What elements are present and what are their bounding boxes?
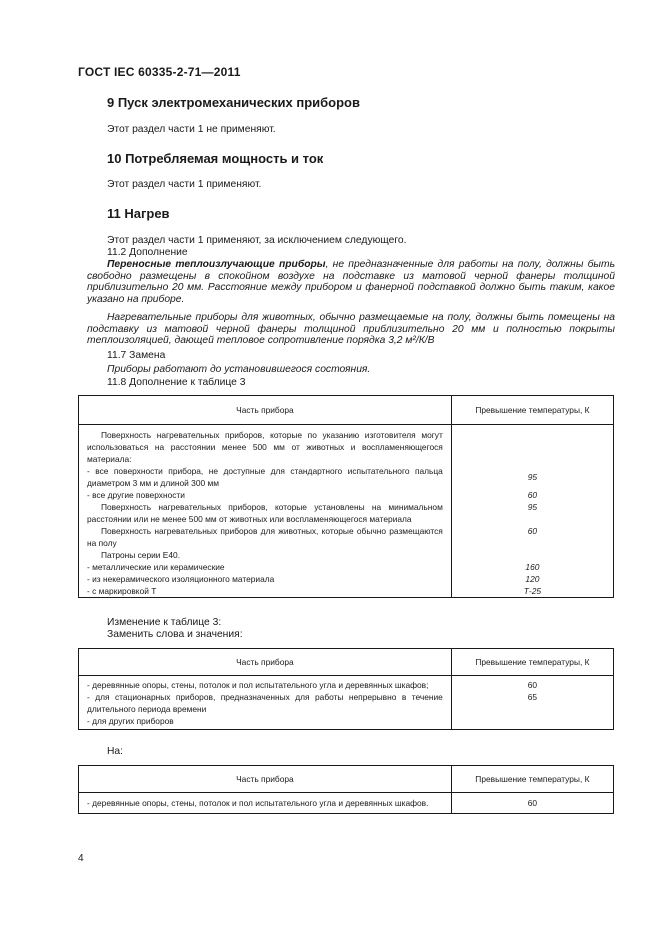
section-9-text: Этот раздел части 1 не применяют. [107, 124, 276, 135]
part-cell: - для стационарных приборов, предназначенных для работы непрерывно в течение длительного периода времени [79, 691, 452, 715]
part-cell: - металлические или керамические [79, 561, 452, 573]
part-cell: - все поверхности прибора, не доступные для стандартного испытательного пальца диаметром 3 мм и длиной 300 мм [79, 465, 452, 489]
table-row [79, 573, 614, 585]
value-cell: Т-25 [451, 585, 613, 598]
column-header-part: Часть прибора [79, 766, 452, 793]
value-cell: 160 [451, 561, 613, 573]
table-row [79, 465, 614, 489]
table-3-addition [78, 395, 614, 598]
page-number: 4 [78, 853, 84, 864]
section-9-title: 9 Пуск электромеханических приборов [107, 95, 360, 110]
table-3-replace-from [78, 648, 614, 730]
table-row [79, 425, 614, 466]
table-row [79, 676, 614, 692]
table-row [79, 691, 614, 715]
value-cell [451, 549, 613, 561]
table-row [79, 525, 614, 549]
part-cell: Патроны серии Е40. [79, 549, 452, 561]
table-row [79, 561, 614, 573]
part-cell: - для других приборов [79, 715, 452, 730]
document-header: ГОСТ IEC 60335-2-71—2011 [78, 65, 241, 79]
value-cell: 60 [451, 489, 613, 501]
section-11-title: 11 Нагрев [107, 206, 170, 221]
portable-heaters-term: Переносные теплоизлучающие приборы [107, 259, 326, 270]
section-10-title: 10 Потребляемая мощность и ток [107, 151, 324, 166]
value-cell: 65 [451, 691, 613, 715]
paragraph-1-rest: , не предназначенные для работы на полу, должны быть свободно размещены в спокойном воздухе на подставке из матовой черной фанеры толщиной приблизительно 20 мм. Расстояние между прибором и фанерной подставкой должно быть таким, какое указано на приборе. [87, 259, 615, 305]
value-cell: 95 [451, 465, 613, 489]
table-row [79, 793, 614, 814]
value-cell: 120 [451, 573, 613, 585]
column-header-temperature: Превышение температуры, К [451, 649, 613, 676]
value-cell [451, 715, 613, 730]
value-cell: 60 [451, 793, 613, 814]
change-line-2: Заменить слова и значения: [107, 629, 243, 640]
table-row [79, 585, 614, 598]
column-header-temperature: Превышение температуры, К [451, 396, 613, 425]
column-header-temperature: Превышение температуры, К [451, 766, 613, 793]
table-row [79, 549, 614, 561]
section-11-intro: Этот раздел части 1 применяют, за исключением следующего. [107, 235, 407, 246]
value-cell: 60 [451, 676, 613, 692]
clause-11-2: 11.2 Дополнение [107, 247, 188, 258]
table-3-replace-to [78, 765, 614, 814]
clause-11-2-paragraph-2: Нагревательные приборы для животных, обычно размещаемые на полу, должны быть помещены на подставку из матовой черной фанеры толщиной приблизительно 20 мм и полностью покрыты теплоизоляцией, дающей тепловое сопротивление порядка 3,2 м²/К/В [87, 312, 615, 346]
part-cell: Поверхность нагревательных приборов, которые установлены на минимальном расстоянии или не менее 500 мм от животных или воспламеняющегося материала [79, 501, 452, 525]
part-cell: - все другие поверхности [79, 489, 452, 501]
part-cell: - деревянные опоры, стены, потолок и пол испытательного угла и деревянных шкафов; [79, 676, 452, 692]
replace-to-label: На: [107, 746, 124, 757]
clause-11-8: 11.8 Дополнение к таблице 3 [107, 377, 246, 388]
value-cell: 60 [451, 525, 613, 549]
value-cell: 95 [451, 501, 613, 525]
clause-11-7: 11.7 Замена [107, 350, 166, 361]
column-header-part: Часть прибора [79, 649, 452, 676]
change-line-1: Изменение к таблице 3: [107, 617, 222, 628]
column-header-part: Часть прибора [79, 396, 452, 425]
part-cell: - из некерамического изоляционного материала [79, 573, 452, 585]
clause-11-2-paragraph-1 [87, 259, 615, 305]
table-row [79, 489, 614, 501]
part-cell: Поверхность нагревательных приборов для животных, которые обычно размещаются на полу [79, 525, 452, 549]
table-header-row [79, 649, 614, 676]
table-header-row [79, 766, 614, 793]
clause-11-7-text: Приборы работают до установившегося состояния. [107, 364, 371, 375]
part-cell: Поверхность нагревательных приборов, которые по указанию изготовителя могут использоваться на расстоянии менее 500 мм от животных и воспламеняющегося материала: [79, 425, 452, 466]
table-header-row [79, 396, 614, 425]
section-10-text: Этот раздел части 1 применяют. [107, 179, 262, 190]
part-cell: - с маркировкой Т [79, 585, 452, 598]
value-cell [451, 425, 613, 466]
table-row [79, 501, 614, 525]
part-cell: - деревянные опоры, стены, потолок и пол испытательного угла и деревянных шкафов. [79, 793, 452, 814]
table-row [79, 715, 614, 730]
